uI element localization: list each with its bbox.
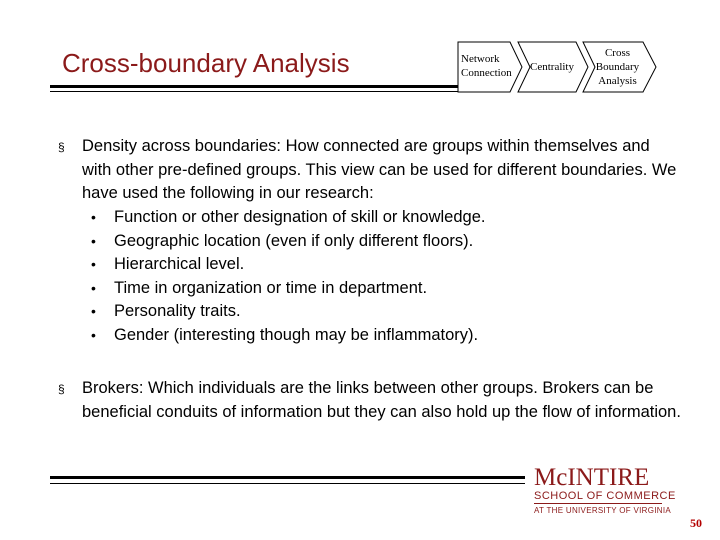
page-number: 50 [690,516,702,530]
bullet-brokers-text: Brokers: Which individuals are the links between other groups. Brokers can be beneficial conduits of information but they can also hold up the flow of information. [82,379,681,421]
chevron-label-centrality: Centrality [530,61,574,73]
dot-bullet-icon: • [91,232,96,249]
dot-bullet-icon: • [91,303,96,319]
sub-item: Function or other designation of skill or knowledge. [114,208,486,226]
dot-bullet-icon: • [91,256,96,272]
sub-item: Hierarchical level. [114,255,245,273]
bullet-density-text: Density across boundaries: How connected are groups within themselves and with other pre-defined groups. This view can be used for different boundaries. We have used the following in our research: [82,137,677,202]
square-bullet-icon: § [58,382,65,396]
sub-item: Time in organization or time in department. [114,278,428,297]
sub-item: Personality traits. [114,302,241,320]
footer-rule-thick [50,476,525,479]
logo-name: McINTIRE [534,464,650,491]
slide-title: Cross-boundary Analysis [62,48,350,78]
logo-divider [534,503,662,504]
chevron-label-cross-boundary: Cross Boundary Analysis [595,47,640,87]
footer-rule-thin [50,483,525,484]
square-bullet-icon: § [58,140,65,154]
dot-bullet-icon: • [91,326,96,343]
dot-bullet-icon: • [91,209,96,225]
chevron-label-network-connection: Network Connection [461,53,512,79]
sub-item: Geographic location (even if only different floors). [114,231,474,250]
dot-bullet-icon: • [91,279,96,296]
logo-school: SCHOOL OF COMMERCE [534,490,676,502]
sub-item: Gender (interesting though may be inflammatory). [114,325,479,344]
logo-university: AT THE UNIVERSITY OF VIRGINIA [534,506,672,515]
